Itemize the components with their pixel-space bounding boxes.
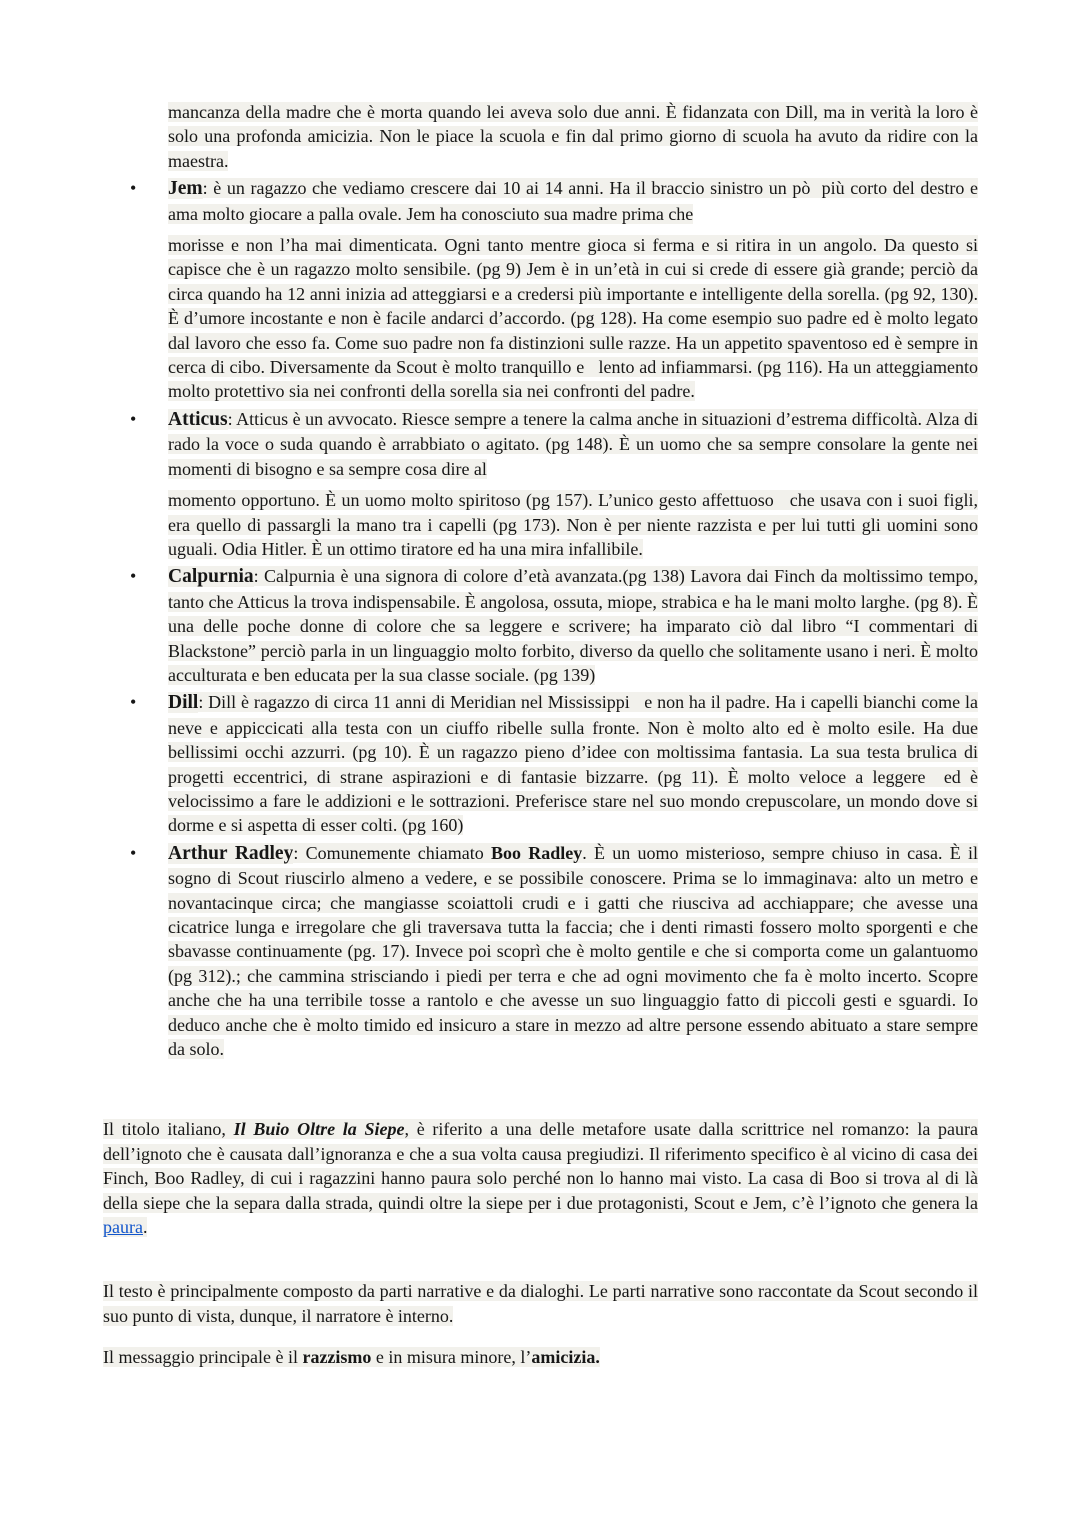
text-run: Il messaggio principale è il (103, 1347, 303, 1368)
bullet-icon: • (130, 408, 137, 429)
text-run: : Calpurnia è una signora di colore d’età avanzata.(pg 138) Lavora dai Finch da moltissimo tempo, tanto che Atticus la trova indispensabile. È angolosa, ossuta, miope, strabica e ha le mani molto larghe. (pg 8). È una delle poche donne di colore che sa leggere e scrivere; ha imparato ciò dal libro “I commentari di Blackstone” perciò parla in un linguaggio molto forbito, diverso da quello che solitamente usano i neri. È molto acculturata e ben educata per la sua classe sociale. (pg 139) (168, 566, 978, 685)
text-run: momento opportuno. È un uomo molto spiritoso (pg 157). L’unico gesto affettuoso che usava con i suoi figli, era quello di passargli la mano tra i capelli (pg 173). Non è per niente razzista e per lui tutti gli uomini sono uguali. Odia Hitler. È un ottimo tiratore ed ha una mira infallibile. (168, 490, 978, 559)
bullet-icon: • (130, 566, 137, 587)
text-run: Il titolo italiano, (103, 1119, 234, 1140)
text-run: Boo Radley (491, 842, 583, 863)
text-run: Jem (168, 178, 203, 200)
list-item (103, 690, 978, 837)
text-run: razzismo (302, 1347, 372, 1368)
bullet-icon: • (130, 178, 137, 199)
text-block (168, 488, 978, 561)
paura-link[interactable]: paura (103, 1217, 143, 1238)
text-run: : Comunemente chiamato (293, 842, 491, 863)
text-run: morisse e non l’ha mai dimenticata. Ogni tanto mentre gioca si ferma e si ritira in un angolo. Da questo si capisce che è un ragazzo molto sensibile. (pg 9) Jem è in un’età in cui si crede di essere già grande; perciò da circa quando ha 12 anni inizia ad atteggiarsi e a credersi più importante e intelligente della sorella. (pg 92, 130). È d’umore incostante e non è facile andarci d’accordo. (pg 128). Ha come esempio suo padre ed è molto legato dal lavoro che esso fa. Come suo padre non fa distinzioni sulle razze. Ha un appetito spaventoso ed è sempre in cerca di cibo. Diversamente da Scout è molto tranquillo e lento ad infiammarsi. (pg 116). Ha un atteggiamento molto protettivo sia nei confronti della sorella sia nei confronti del padre. (168, 235, 978, 402)
text-run: Calpurnia (168, 566, 254, 588)
text-block (168, 233, 978, 404)
text-run: . (142, 1217, 148, 1238)
text-run: : è un ragazzo che vediamo crescere dai 10 ai 14 anni. Ha il braccio sinistro un pò più corto del destro e ama molto giocare a palla ovale. Jem ha conosciuto sua madre prima che (168, 178, 978, 224)
text-run: , è riferito a una delle metafore usate dalla scrittrice nel romanzo: la paura dell’ignoto che è causata dall’ignoranza e che a sua volta causa pregiudizi. Il riferimento specifico è al vicino di casa dei Finch, Boo Radley, di cui i ragazzini hanno paura solo perché non lo hanno mai visto. La casa di Boo si trova al di là della siepe che la separa dalla strada, quindi oltre la siepe per i due protagonisti, Scout e Jem, c’è l’ignoto che genera la (103, 1119, 979, 1213)
text-run: Arthur Radley (168, 842, 294, 864)
bullet-icon: • (130, 692, 137, 713)
text-run: Dill (168, 692, 199, 714)
text-block (168, 841, 978, 1062)
narrative-structure-paragraph (103, 1279, 978, 1328)
text-block (168, 407, 978, 481)
list-item-content (168, 176, 978, 404)
title-explanation-paragraph (103, 1117, 978, 1239)
list-item (103, 841, 978, 1062)
text-run: amicizia. (531, 1347, 600, 1368)
text-run: : Atticus è un avvocato. Riesce sempre a tenere la calma anche in situazioni d’estrema difficoltà. Alza di rado la voce o suda quando è arrabbiato o agitato. (pg 148). È un uomo che sa sempre consolare la gente nei momenti di bisogno e sa sempre cosa dire al (168, 408, 978, 479)
character-list (103, 176, 978, 1061)
list-item-content (168, 407, 978, 561)
list-item (103, 176, 978, 404)
bullet-icon: • (130, 842, 137, 863)
list-item (103, 407, 978, 561)
list-item-content (168, 564, 978, 687)
text-block (168, 176, 978, 226)
list-item-content (168, 841, 978, 1062)
list-item-content (168, 690, 978, 837)
text-run: Atticus (168, 408, 228, 430)
text-run: e in misura minore, l’ (371, 1347, 532, 1368)
text-run: mancanza della madre che è morta quando lei aveva solo due anni. È fidanzata con Dill, ma in verità la loro è solo una profonda amicizia. Non le piace la scuola e fin dal primo giorno di scuola ha avuto da ridire con la maestra. (168, 102, 978, 171)
text-block (168, 690, 978, 837)
text-run: . È un uomo misterioso, sempre chiuso in casa. È il sogno di Scout riuscirlo almeno a vedere, e se possibile conoscere. Prima se lo immaginava: alto un metro e novantacinque circa; che mangiasse scoiattoli crudi e i gatti che riusciva ad acchiappare; che avesse una cicatrice lunga e irregolare che gli traversava tutta la faccia; che i denti rimasti fossero molto sporgenti e che sbavasse continuamente (pg. 17). Invece poi scoprì che è molto gentile e che si comporta come un galantuomo (pg 312).; che cammina strisciando i piedi per terra e che ad ogni movimento che fa è molto incerto. Scopre anche che ha una terribile tosse a rantolo e che avesse un suo linguaggio fatto di piccoli gesti e sguardi. Io deduco anche che è molto timido ed insicuro a stare in mezzo ad altre persone essendo abituato a stare sempre da solo. (168, 842, 979, 1060)
list-item (103, 564, 978, 687)
text-run: Il Buio Oltre la Siepe (233, 1119, 405, 1140)
main-message-paragraph (103, 1345, 978, 1369)
intro-continuation-text (168, 100, 978, 173)
text-block (168, 564, 978, 687)
text-run: Il testo è principalmente composto da parti narrative e da dialoghi. Le parti narrative sono raccontate da Scout secondo il suo punto di vista, dunque, il narratore è interno. (103, 1281, 978, 1326)
text-run: : Dill è ragazzo di circa 11 anni di Meridian nel Mississippi e non ha il padre. Ha i capelli bianchi come la neve e appiccicati alla testa con un ciuffo ribelle sulla fronte. Non è molto alto ed è molto esile. Ha due bellissimi occhi azzurri. (pg 10). È un ragazzo pieno d’idee con moltissima fantasia. La sua testa brulica di progetti eccentrici, di strane aspirazioni e di fantasie bizzarre. (pg 11). È molto veloce a leggere ed è velocissimo a fare le addizioni e le sottrazioni. Preferisce stare nel suo mondo crepuscolare, un mondo dove si dorme e si aspetta di esser colti. (pg 160) (168, 692, 978, 836)
